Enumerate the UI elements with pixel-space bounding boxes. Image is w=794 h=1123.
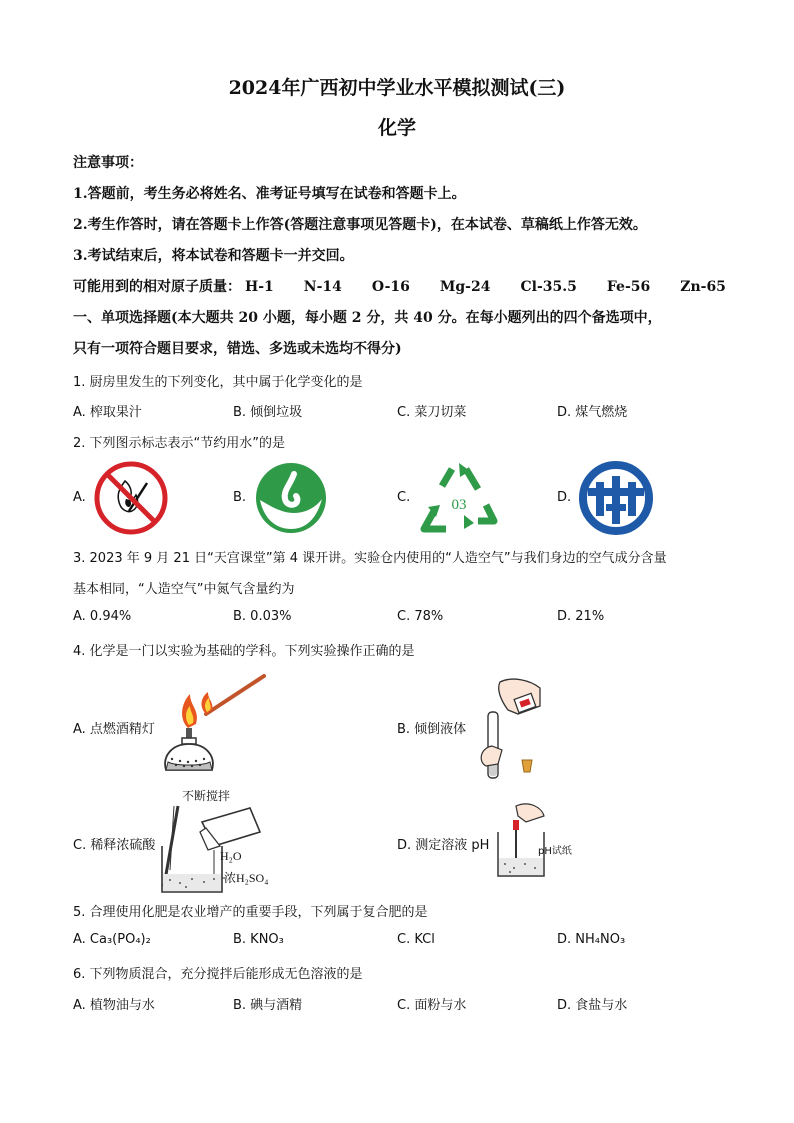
q5-option-b: B. KNO₃ [233, 932, 284, 947]
section1-line2: 只有一项符合题目要求，错选、多选或未选均不得分) [73, 341, 402, 357]
q5-option-d: D. NH₄NO₃ [557, 932, 626, 947]
ph-paper-label: pH试纸 [538, 846, 572, 857]
water-label: H₂O [220, 849, 242, 863]
q1-stem: 1. 厨房里发生的下列变化，其中属于化学变化的是 [73, 375, 363, 390]
q1-option-c: C. 菜刀切菜 [397, 405, 467, 420]
q1-option-d: D. 煤气燃烧 [557, 405, 628, 420]
q2-label-d: D. [557, 490, 572, 505]
q2-label-c: C. [397, 490, 411, 505]
q5-option-a: A. Ca₃(PO₄)₂ [73, 932, 151, 947]
pouring-liquid-icon [478, 676, 548, 780]
q6-option-a: A. 植物油与水 [73, 998, 155, 1013]
q3-option-c: C. 78% [397, 609, 444, 624]
q4-option-a: A. 点燃酒精灯 [73, 722, 155, 737]
recycle-code: 03 [451, 497, 467, 513]
q1-option-b: B. 倾倒垃圾 [233, 405, 303, 420]
q6-option-b: B. 碘与酒精 [233, 998, 303, 1013]
no-fire-sign-icon [92, 459, 170, 537]
exam-title: 2024年广西初中学业水平模拟测试(三) [228, 77, 566, 99]
section1-line1: 一、单项选择题(本大题共 20 小题，每小题 2 分，共 40 分。在每小题列出的四个备选项中， [73, 310, 662, 326]
q5-option-c: C. KCl [397, 932, 435, 947]
mass-h: H-1 [245, 279, 274, 295]
alcohol-lamp-lighting-icon [158, 670, 270, 780]
atomic-mass-label: 可能用到的相对原子质量： [73, 279, 241, 295]
q3-option-d: D. 21% [557, 609, 605, 624]
mass-n: N-14 [303, 279, 342, 295]
ph-test-icon [496, 800, 608, 880]
note-1: 1.答题前，考生务必将姓名、准考证号填写在试卷和答题卡上。 [73, 186, 466, 202]
recycle-sign-icon [416, 459, 502, 537]
water-saving-sign-icon [254, 461, 328, 535]
stir-label: 不断搅拌 [182, 789, 231, 803]
mass-zn: Zn-65 [680, 279, 726, 295]
notes-heading: 注意事项： [73, 155, 143, 171]
q4-option-d: D. 测定溶液 pH [397, 838, 490, 853]
note-3: 3.考试结束后，将本试卷和答题卡一并交回。 [73, 248, 354, 264]
diluting-acid-icon [160, 786, 270, 896]
q4-stem: 4. 化学是一门以实验为基础的学科。下列实验操作正确的是 [73, 644, 415, 659]
mass-cl: Cl-35.5 [520, 279, 577, 295]
q3-stem-line2: 基本相同，“人造空气”中氮气含量约为 [73, 582, 295, 597]
q5-stem: 5. 合理使用化肥是农业增产的重要手段，下列属于复合肥的是 [73, 905, 428, 920]
mass-o: O-16 [371, 279, 410, 295]
subject-title: 化学 [377, 117, 416, 139]
q2-stem: 2. 下列图示标志表示“节约用水”的是 [73, 436, 286, 451]
q6-option-c: C. 面粉与水 [397, 998, 467, 1013]
q3-option-a: A. 0.94% [73, 609, 132, 624]
q3-option-b: B. 0.03% [233, 609, 292, 624]
note-2: 2.考生作答时，请在答题卡上作答(答题注意事项见答题卡)，在本试卷、草稿纸上作答无效。 [73, 217, 647, 233]
q6-stem: 6. 下列物质混合，充分搅拌后能形成无色溶液的是 [73, 967, 363, 982]
q4-option-c: C. 稀释浓硫酸 [73, 838, 156, 853]
acid-label: 浓H₂SO₄ [224, 871, 269, 885]
q3-stem-line1: 3. 2023 年 9 月 21 日“天宫课堂”第 4 课开讲。实验仓内使用的“人造空气”与我们身边的空气成分含量 [73, 551, 667, 566]
q6-option-d: D. 食盐与水 [557, 998, 628, 1013]
blue-emblem-sign-icon [578, 460, 654, 536]
atomic-mass-line [73, 276, 756, 296]
q2-label-b: B. [233, 490, 247, 505]
mass-fe: Fe-56 [606, 279, 651, 295]
q2-label-a: A. [73, 490, 86, 505]
q4-option-b: B. 倾倒液体 [397, 722, 467, 737]
mass-mg: Mg-24 [439, 279, 491, 295]
q1-option-a: A. 榨取果汁 [73, 405, 142, 420]
